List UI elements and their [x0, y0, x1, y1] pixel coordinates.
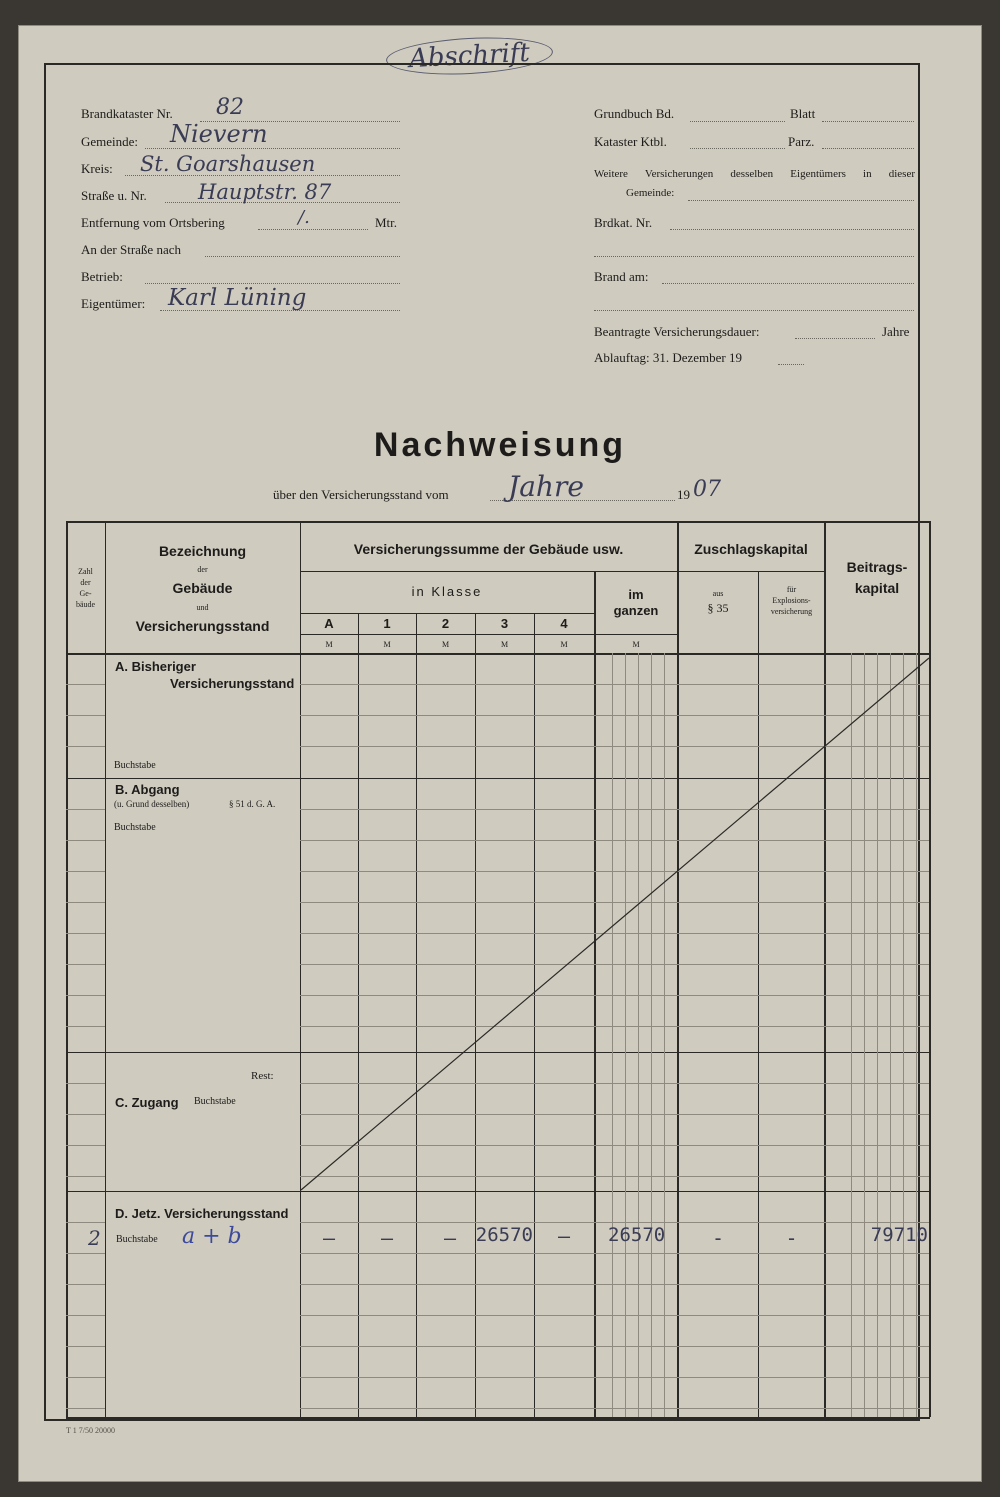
section-c-buchstabe: Buchstabe — [194, 1096, 236, 1107]
brdkat-label: Brdkat. Nr. — [594, 215, 653, 230]
weitere-versicherungen-line1: Weitere Versicherungen desselben Eigentümers in dieser — [594, 168, 915, 180]
row-d-klasse-2: — — [443, 1226, 457, 1250]
section-d-buchstabe: Buchstabe — [116, 1234, 158, 1245]
section-d-title: D. Jetz. Versicherungsstand — [115, 1206, 289, 1221]
header-zahl: Zahl der Ge- bäude — [75, 567, 96, 609]
header-und: und — [196, 603, 209, 612]
row-d-klasse-3: 26570 — [475, 1224, 533, 1246]
unit-1: M — [383, 640, 391, 649]
entfernung-value: /. — [298, 207, 310, 228]
header-versicherungsstand: Versicherungsstand — [135, 618, 270, 634]
section-c-title: C. Zugang — [115, 1095, 179, 1110]
entfernung-label: Entfernung vom Ortsbering — [81, 215, 225, 230]
header-aus: aus — [712, 589, 724, 598]
parz-label: Parz. — [788, 134, 815, 149]
versicherungsdauer-label: Beantragte Versicherungsdauer: — [594, 324, 760, 339]
header-fuer: für Explosions- versicherung — [770, 585, 813, 616]
form-code: T 1 7/50 20000 — [66, 1426, 115, 1435]
ablauftag-label: Ablauftag: 31. Dezember 19 — [594, 350, 743, 365]
unit-a: M — [325, 640, 333, 649]
unit-4: M — [560, 640, 568, 649]
brandkataster-label: Brandkataster Nr. — [81, 106, 173, 121]
gemeinde-label: Gemeinde: — [81, 134, 139, 149]
kreis-value: St. Goarshausen — [140, 152, 316, 176]
versicherungsdauer-unit: Jahre — [882, 324, 910, 339]
grundbuch-label: Grundbuch Bd. — [594, 106, 675, 121]
eigentuemer-label: Eigentümer: — [81, 296, 146, 311]
row-d-klasse-4: — — [557, 1224, 571, 1248]
row-d-explosion: - — [785, 1226, 798, 1250]
header-im: im — [628, 587, 644, 602]
unit-im-ganzen: M — [632, 640, 640, 649]
an-der-strasse-label: An der Straße nach — [81, 242, 181, 257]
unit-2: M — [441, 640, 450, 649]
section-a-sub: Versicherungsstand — [170, 676, 295, 691]
page-title: Nachweisung — [373, 426, 627, 464]
year-prefix: 19 — [677, 487, 690, 502]
row-d-klasse-a: — — [322, 1226, 336, 1250]
kataster-label: Kataster Ktbl. — [594, 134, 667, 149]
brand-am-label: Brand am: — [594, 269, 649, 284]
year-suffix: 07 — [693, 477, 721, 502]
section-a-buchstabe: Buchstabe — [114, 760, 156, 771]
header-klasse-1: 1 — [383, 616, 391, 631]
blatt-label: Blatt — [790, 106, 816, 121]
section-b-title: B. Abgang — [115, 782, 180, 797]
strasse-value: Hauptstr. 87 — [198, 180, 332, 204]
row-d-aus-35: - — [711, 1226, 725, 1250]
header-zuschlagskapital: Zuschlagskapital — [694, 541, 808, 557]
header-klasse-2: 2 — [441, 616, 450, 631]
entfernung-unit: Mtr. — [375, 215, 398, 230]
header-in-klasse: in Klasse — [411, 584, 483, 599]
row-d-beitragskapital: 79710 — [870, 1224, 928, 1246]
header-klasse-4: 4 — [560, 616, 568, 631]
section-b-buchstabe: Buchstabe — [114, 822, 156, 833]
weitere-versicherungen-line2: Gemeinde: — [626, 187, 675, 199]
row-d-im-ganzen: 26570 — [608, 1224, 666, 1246]
header-gebaeude: Gebäude — [172, 580, 233, 596]
row-d-buchstabe: a + b — [182, 1224, 242, 1249]
header-par35: § 35 — [707, 601, 729, 615]
section-b-sub: (u. Grund desselben) — [114, 799, 190, 809]
header-der: der — [197, 565, 208, 574]
header-beitragskapital-2: kapital — [854, 580, 900, 596]
rest-label: Rest: — [251, 1070, 274, 1082]
row-d-zahl: 2 — [88, 1226, 101, 1250]
brandkataster-value: 82 — [216, 95, 244, 120]
gemeinde-value: Nievern — [170, 120, 268, 148]
subtitle-value: Jahre — [508, 470, 584, 503]
header-bezeichnung: Bezeichnung — [158, 543, 247, 559]
betrieb-label: Betrieb: — [81, 269, 123, 284]
section-a-title: A. Bisheriger — [115, 659, 196, 674]
strasse-label: Straße u. Nr. — [81, 188, 147, 203]
kreis-label: Kreis: — [81, 161, 113, 176]
subtitle: über den Versicherungsstand vom — [273, 487, 449, 502]
section-b-paragraph: § 51 d. G. A. — [229, 799, 276, 809]
unit-3: M — [500, 640, 509, 649]
header-klasse-3: 3 — [500, 616, 509, 631]
header-ganzen: ganzen — [613, 603, 659, 618]
header-beitragskapital-1: Beitrags- — [846, 559, 908, 575]
row-d-klasse-1: — — [380, 1226, 394, 1250]
abschrift-stamp: Abschrift — [385, 34, 554, 79]
header-versicherungssumme: Versicherungssumme der Gebäude usw. — [353, 541, 624, 557]
eigentuemer-value: Karl Lüning — [168, 285, 307, 311]
header-klasse-a: A — [324, 616, 334, 631]
